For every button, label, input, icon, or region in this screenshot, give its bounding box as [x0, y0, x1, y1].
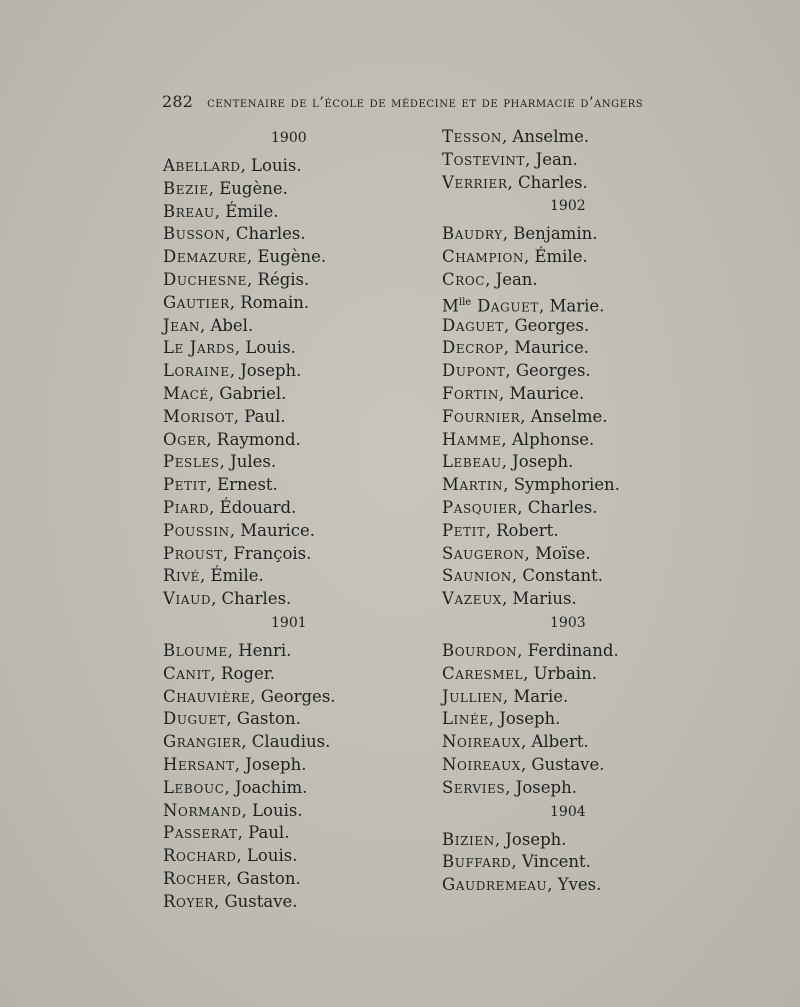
name-entry: [163, 178, 363, 201]
surname: Hersant: [163, 754, 235, 774]
given-name: , Gaston.: [226, 709, 301, 729]
name-entry: [163, 845, 363, 868]
surname: Poussin: [163, 520, 230, 540]
name-entry: [442, 520, 642, 543]
given-name: , Joseph.: [234, 754, 307, 774]
given-name: , Maurice.: [229, 520, 315, 540]
name-entry: [442, 149, 642, 172]
surname: Busson: [163, 224, 226, 244]
given-name: , Marie.: [539, 296, 605, 316]
given-name: , Albert.: [520, 732, 589, 752]
surname: Passerat: [163, 823, 238, 843]
name-entry: [442, 754, 642, 777]
surname: Abellard: [163, 156, 241, 175]
surname: Jullien: [442, 686, 503, 706]
name-entry: [442, 497, 642, 520]
name-entry: [163, 868, 363, 891]
name-entry: [163, 201, 363, 224]
surname: Rochard: [163, 846, 237, 866]
given-name: , Jules.: [219, 452, 277, 472]
surname: Oger: [163, 429, 207, 449]
page-number: 282: [162, 92, 194, 111]
name-entry: [442, 640, 642, 663]
given-name: , Anselme.: [520, 406, 608, 426]
surname: Daguet: [442, 315, 504, 335]
given-name: , Eugène.: [247, 247, 327, 267]
surname: Morisot: [163, 406, 234, 426]
name-entry: [442, 172, 642, 195]
given-name: , Moïse.: [524, 543, 591, 563]
given-name: , Marius.: [501, 589, 577, 609]
given-name: , Marie.: [502, 686, 569, 706]
name-entry: [163, 269, 363, 292]
name-entry: [163, 588, 363, 611]
name-entry: [442, 474, 642, 497]
name-entry: [442, 565, 642, 588]
surname: Demazure: [163, 247, 247, 267]
surname: Saugeron: [442, 543, 525, 563]
name-entry: [442, 588, 642, 611]
surname: Gautier: [163, 292, 230, 312]
surname: Noireaux: [442, 732, 521, 752]
surname: Hamme: [442, 429, 502, 449]
surname: Daguet: [471, 296, 540, 316]
name-entry: [442, 429, 642, 452]
surname: Grangier: [163, 732, 242, 752]
name-entry: [163, 800, 363, 823]
surname: Dupont: [442, 361, 506, 381]
surname: Lebouc: [163, 777, 225, 797]
given-name: , Maurice.: [503, 338, 589, 358]
given-name: , François.: [222, 543, 312, 563]
given-name: , Henri.: [227, 640, 292, 660]
surname: Bourdon: [442, 640, 518, 660]
name-entry: [163, 246, 363, 269]
surname: Champion: [442, 247, 524, 267]
given-name: , Jean.: [485, 269, 538, 289]
given-name: , Ernest.: [206, 475, 278, 495]
given-name: , Vincent.: [511, 852, 591, 872]
given-name: , Émile.: [200, 566, 264, 586]
given-name: , Joseph.: [505, 777, 577, 797]
year-heading: 1904: [550, 803, 586, 820]
given-name: , Émile.: [214, 201, 279, 221]
name-entry: [163, 777, 363, 800]
surname: Pesles: [163, 452, 220, 472]
year-heading: 1902: [550, 198, 586, 215]
given-name: , Joseph.: [494, 829, 567, 849]
surname: Saunion: [442, 566, 512, 586]
given-name: , Paul.: [237, 823, 290, 843]
given-name: , Gaston.: [226, 868, 301, 888]
name-entry: [163, 292, 363, 315]
surname: Le Jards: [163, 338, 235, 358]
given-name: , Régis.: [247, 269, 310, 289]
surname: Decrop: [442, 338, 504, 358]
name-entry: [442, 383, 642, 406]
surname: Duchesne: [163, 269, 248, 289]
name-entry: [163, 451, 363, 474]
given-name: , Alphonse.: [501, 429, 595, 449]
surname: Linée: [442, 709, 489, 729]
surname: Rocher: [163, 868, 227, 888]
name-entry: [442, 315, 642, 338]
surname: Canit: [163, 663, 211, 683]
name-entry: [442, 269, 642, 292]
surname: Tesson: [442, 127, 502, 146]
given-name: , Paul.: [233, 406, 286, 426]
given-name: , Claudius.: [241, 732, 331, 752]
name-entry: [442, 708, 642, 731]
surname: Vazeux: [442, 589, 502, 609]
given-name: , Édouard.: [209, 497, 297, 517]
surname: Fournier: [442, 406, 521, 426]
name-entry: [163, 383, 363, 406]
surname: Noireaux: [442, 754, 521, 774]
surname: Piard: [163, 497, 210, 517]
given-name: , Georges.: [503, 315, 590, 335]
given-name: , Charles.: [517, 497, 598, 517]
given-name: , Jean.: [525, 149, 578, 169]
name-entry: [442, 337, 642, 360]
name-entry: [163, 731, 363, 754]
given-name: , Urbain.: [523, 663, 597, 683]
name-entry: [442, 777, 642, 800]
surname: Petit: [163, 475, 207, 495]
surname: Breau: [163, 201, 215, 221]
surname: Bloume: [163, 640, 228, 660]
given-name: , Charles.: [225, 224, 306, 244]
given-name: , Anselme.: [501, 127, 590, 146]
name-entry: [442, 874, 642, 897]
name-entry: [163, 520, 363, 543]
name-entry: [163, 429, 363, 452]
surname: Verrier: [442, 172, 508, 192]
given-name: , Émile.: [524, 247, 588, 267]
title-prefix-superscript: lle: [458, 296, 472, 308]
title-prefix: M: [442, 296, 459, 316]
given-name: , Louis.: [236, 846, 298, 866]
running-title: centenaire de l’école de médecine et de pharmacie d’angers: [207, 95, 644, 111]
surname: Pasquier: [442, 497, 518, 517]
name-entry: [442, 543, 642, 566]
given-name: , Benjamin.: [502, 224, 598, 244]
name-entry: [163, 708, 363, 731]
surname: Bizien: [442, 829, 495, 849]
surname: Normand: [163, 800, 242, 820]
given-name: , Charles.: [507, 172, 588, 192]
name-entry: [442, 829, 642, 852]
given-name: , Robert.: [485, 520, 559, 540]
surname: Royer: [163, 891, 214, 911]
name-entry: [442, 731, 642, 754]
given-name: , Eugène.: [208, 178, 288, 198]
name-entry: [442, 406, 642, 429]
name-entry: [163, 543, 363, 566]
given-name: , Gabriel.: [208, 383, 287, 403]
year-heading: 1900: [271, 130, 307, 146]
name-entry: [163, 663, 363, 686]
name-entry: [442, 686, 642, 709]
surname: Duguet: [163, 709, 227, 729]
given-name: , Abel.: [199, 315, 254, 335]
given-name: , Maurice.: [498, 383, 585, 403]
surname: Rivé: [163, 566, 200, 586]
name-entry: [163, 315, 363, 338]
surname: Buffard: [442, 852, 512, 872]
surname: Macé: [163, 383, 209, 403]
surname: Bezie: [163, 178, 209, 198]
given-name: , Charles.: [211, 589, 292, 609]
name-entry: [163, 754, 363, 777]
surname: Croc: [442, 269, 486, 289]
surname: Servies: [442, 777, 506, 797]
name-entry: [163, 565, 363, 588]
given-name: , Louis.: [234, 338, 296, 358]
given-name: , Georges.: [505, 361, 591, 381]
given-name: , Yves.: [547, 875, 602, 895]
year-heading: 1903: [550, 614, 586, 631]
given-name: , Louis.: [241, 800, 303, 820]
name-entry: [442, 292, 642, 315]
given-name: , Gustave.: [213, 891, 298, 911]
given-name: , Joseph.: [501, 452, 574, 472]
name-entry: [163, 337, 363, 360]
left-column: [163, 126, 363, 914]
name-entry: [163, 822, 363, 845]
name-entry: [163, 223, 363, 246]
given-name: , Joachim.: [224, 777, 308, 797]
name-entry: [442, 851, 642, 874]
surname: Baudry: [442, 224, 503, 244]
name-entry: [163, 891, 363, 914]
name-entry: [442, 451, 642, 474]
name-entry: [163, 474, 363, 497]
name-entry: [163, 155, 363, 178]
given-name: , Ferdinand.: [517, 640, 619, 660]
name-entry: [442, 663, 642, 686]
name-entry: [163, 406, 363, 429]
year-heading: 1901: [271, 614, 307, 631]
given-name: , Gustave.: [520, 754, 605, 774]
given-name: , Constant.: [511, 566, 603, 586]
running-head: [162, 92, 662, 111]
surname: Jean: [163, 315, 200, 335]
right-column: [442, 126, 642, 897]
surname: Gaudremeau: [442, 875, 548, 895]
name-entry: [163, 497, 363, 520]
name-entry: [442, 360, 642, 383]
surname: Tostevint: [442, 149, 526, 169]
given-name: , Joseph.: [229, 361, 302, 381]
name-entry: [442, 126, 642, 149]
surname: Lebeau: [442, 452, 502, 472]
given-name: , Symphorien.: [503, 475, 620, 495]
surname: Martin: [442, 475, 504, 495]
surname: Fortin: [442, 383, 499, 403]
surname: Petit: [442, 520, 486, 540]
name-entry: [442, 246, 642, 269]
surname: Proust: [163, 543, 223, 563]
given-name: , Joseph.: [488, 709, 561, 729]
surname: Viaud: [163, 589, 212, 609]
given-name: , Roger.: [210, 663, 276, 683]
surname: Chauvière: [163, 686, 251, 706]
name-entry: [442, 223, 642, 246]
name-entry: [163, 360, 363, 383]
surname: Caresmel: [442, 663, 524, 683]
given-name: , Raymond.: [206, 429, 301, 449]
name-entry: [163, 640, 363, 663]
given-name: , Georges.: [250, 686, 336, 706]
surname: Loraine: [163, 361, 230, 381]
given-name: , Louis.: [240, 156, 302, 175]
name-entry: [163, 686, 363, 709]
given-name: , Romain.: [229, 292, 310, 312]
